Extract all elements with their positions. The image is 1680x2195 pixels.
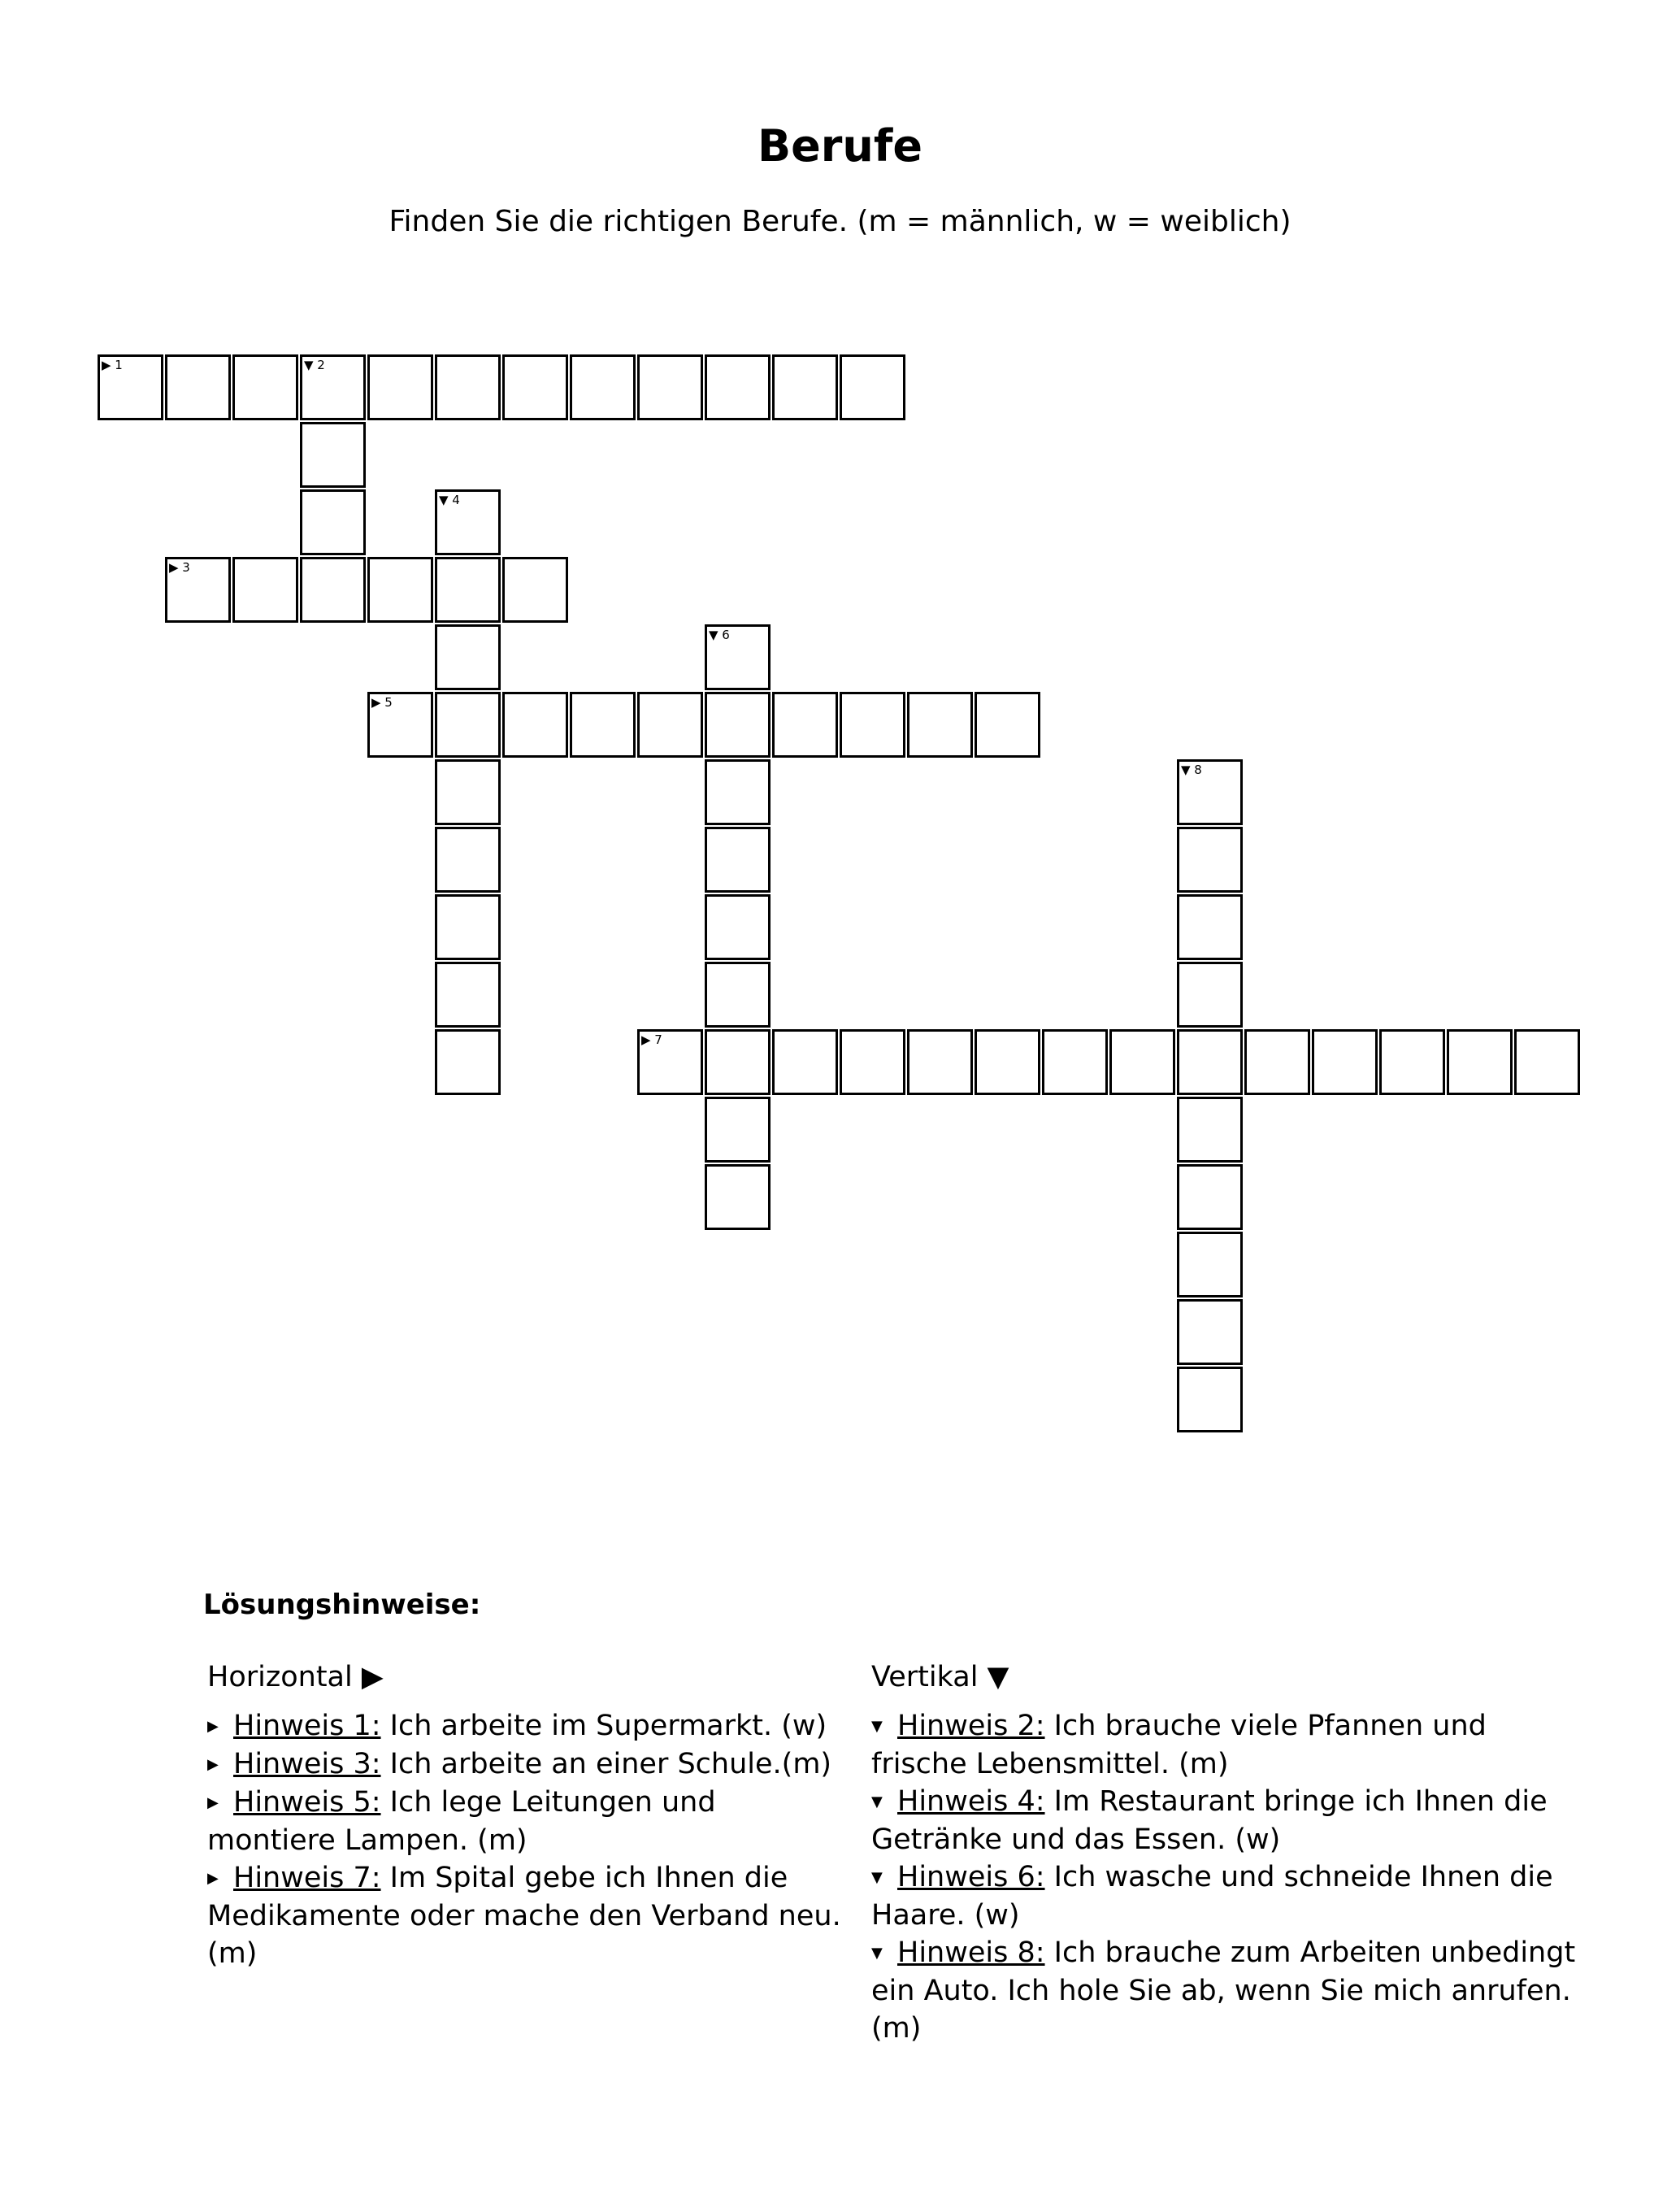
clue-number: ▶ 3 [169,560,190,575]
crossword-cell[interactable] [435,557,501,623]
crossword-cell[interactable] [840,1029,905,1095]
crossword-cell[interactable] [435,1029,501,1095]
clues-across-title: Horizontal ▶ [207,1661,384,1693]
clue-across-1 [207,1707,849,1745]
crossword-cell[interactable] [772,354,838,420]
crossword-cell[interactable] [300,422,366,488]
clue-number: ▼ 2 [304,358,325,372]
clue-text: Ich wasche und schneide Ihnen die Haare. (w) [871,1861,1553,1932]
crossword-cell[interactable] [570,692,636,758]
crossword-cell[interactable] [705,692,771,758]
crossword-cell[interactable] [300,557,366,623]
arrow-right-icon: ▶ [207,1718,219,1735]
crossword-cell[interactable] [1177,962,1243,1028]
crossword-cell[interactable] [232,557,298,623]
crossword-cell[interactable] [705,354,771,420]
crossword-cell[interactable] [435,489,501,555]
clue-down-8 [871,1934,1578,2047]
crossword-cell[interactable] [705,624,771,690]
crossword-cell[interactable] [1447,1029,1513,1095]
arrow-down-icon: ▼ [871,1869,883,1886]
page-subtitle: Finden Sie die richtigen Berufe. (m = männlich, w = weiblich) [389,205,1291,238]
crossword-cell[interactable] [1514,1029,1580,1095]
clue-text: Ich arbeite im Supermarkt. (w) [380,1710,827,1742]
crossword-cell[interactable] [772,1029,838,1095]
clue-down-6 [871,1858,1578,1934]
clue-number: ▶ 5 [371,695,393,710]
crossword-cell[interactable] [705,1097,771,1163]
crossword-cell[interactable] [975,1029,1040,1095]
clue-number: ▼ 8 [1181,763,1202,777]
clue-down-2 [871,1707,1578,1783]
crossword-cell[interactable] [1177,1232,1243,1297]
crossword-cell[interactable] [1312,1029,1378,1095]
crossword-cell[interactable] [1042,1029,1108,1095]
clues-heading: Lösungshinweise: [203,1589,481,1621]
crossword-cell[interactable] [907,1029,973,1095]
arrow-down-icon: ▼ [871,1945,883,1962]
crossword-cell[interactable] [1177,1164,1243,1230]
clue-label: Hinweis 2: [897,1710,1045,1742]
clue-across-7 [207,1859,849,1972]
crossword-cell[interactable] [705,1029,771,1095]
clue-label: Hinweis 4: [897,1785,1045,1818]
crossword-cell[interactable] [975,692,1040,758]
crossword-cell[interactable] [502,692,568,758]
crossword-cell[interactable] [435,354,501,420]
crossword-cell[interactable] [1177,1367,1243,1432]
arrow-right-icon: ▶ [207,1870,219,1887]
clue-label: Hinweis 6: [897,1861,1045,1893]
crossword-cell[interactable] [165,354,231,420]
crossword-cell[interactable] [705,962,771,1028]
clue-down-4 [871,1783,1578,1858]
clue-label: Hinweis 3: [233,1748,381,1780]
crossword-cell[interactable] [570,354,636,420]
crossword-cell[interactable] [1177,827,1243,893]
crossword-cell[interactable] [98,354,163,420]
crossword-cell[interactable] [435,962,501,1028]
clues-down-title: Vertikal ▼ [871,1661,1009,1693]
crossword-cell[interactable] [367,692,433,758]
crossword-cell[interactable] [772,692,838,758]
clue-number: ▼ 6 [709,628,730,642]
crossword-cell[interactable] [1244,1029,1310,1095]
crossword-cell[interactable] [435,692,501,758]
crossword-cell[interactable] [637,692,703,758]
crossword-cell[interactable] [1379,1029,1445,1095]
clue-number: ▶ 1 [102,358,123,372]
arrow-down-icon: ▼ [871,1793,883,1810]
crossword-cell[interactable] [705,894,771,960]
clues-down-column [871,1658,1578,2047]
crossword-cell[interactable] [705,759,771,825]
clue-number: ▼ 4 [439,493,460,507]
clue-text: Im Spital gebe ich Ihnen die Medikamente oder mache den Verband neu.(m) [207,1862,841,1970]
arrow-right-icon: ▶ [207,1756,219,1773]
crossword-cell[interactable] [1177,894,1243,960]
crossword-cell[interactable] [367,354,433,420]
crossword-cell[interactable] [637,1029,703,1095]
clue-number: ▶ 7 [641,1032,662,1047]
arrow-down-icon: ▼ [871,1718,883,1735]
clue-label: Hinweis 8: [897,1936,1045,1969]
crossword-cell[interactable] [367,557,433,623]
clue-label: Hinweis 1: [233,1710,381,1742]
clue-text: Ich arbeite an einer Schule.(m) [380,1748,832,1780]
crossword-cell[interactable] [502,557,568,623]
crossword-cell[interactable] [907,692,973,758]
crossword-cell[interactable] [435,624,501,690]
clue-text: Im Restaurant bringe ich Ihnen die Getränke und das Essen. (w) [871,1785,1548,1856]
clue-label: Hinweis 5: [233,1786,381,1819]
crossword-cell[interactable] [165,557,231,623]
crossword-cell[interactable] [435,894,501,960]
page-title: Berufe [758,120,922,172]
clue-across-3 [207,1745,849,1784]
crossword-cell[interactable] [1177,759,1243,825]
clue-text: Ich brauche viele Pfannen und frische Lebensmittel. (m) [871,1710,1487,1780]
crossword-cell[interactable] [300,489,366,555]
arrow-right-icon: ▶ [207,1794,219,1811]
clue-across-5 [207,1784,849,1859]
clue-text: Ich brauche zum Arbeiten unbedingt ein Auto. Ich hole Sie ab, wenn Sie mich anrufen. (m) [871,1936,1576,2045]
crossword-cell[interactable] [1109,1029,1175,1095]
crossword-cell[interactable] [840,692,905,758]
crossword-cell[interactable] [1177,1299,1243,1365]
clue-text: Ich lege Leitungen und montiere Lampen. (m) [207,1786,716,1857]
crossword-cell[interactable] [1177,1029,1243,1095]
clue-label: Hinweis 7: [233,1862,381,1894]
crossword-cell[interactable] [705,827,771,893]
crossword-cell[interactable] [840,354,905,420]
crossword-cell[interactable] [232,354,298,420]
crossword-cell[interactable] [502,354,568,420]
clues-across-column [207,1658,849,1972]
crossword-cell[interactable] [300,354,366,420]
crossword-cell[interactable] [1177,1097,1243,1163]
crossword-cell[interactable] [435,759,501,825]
crossword-cell[interactable] [637,354,703,420]
crossword-cell[interactable] [435,827,501,893]
crossword-cell[interactable] [705,1164,771,1230]
